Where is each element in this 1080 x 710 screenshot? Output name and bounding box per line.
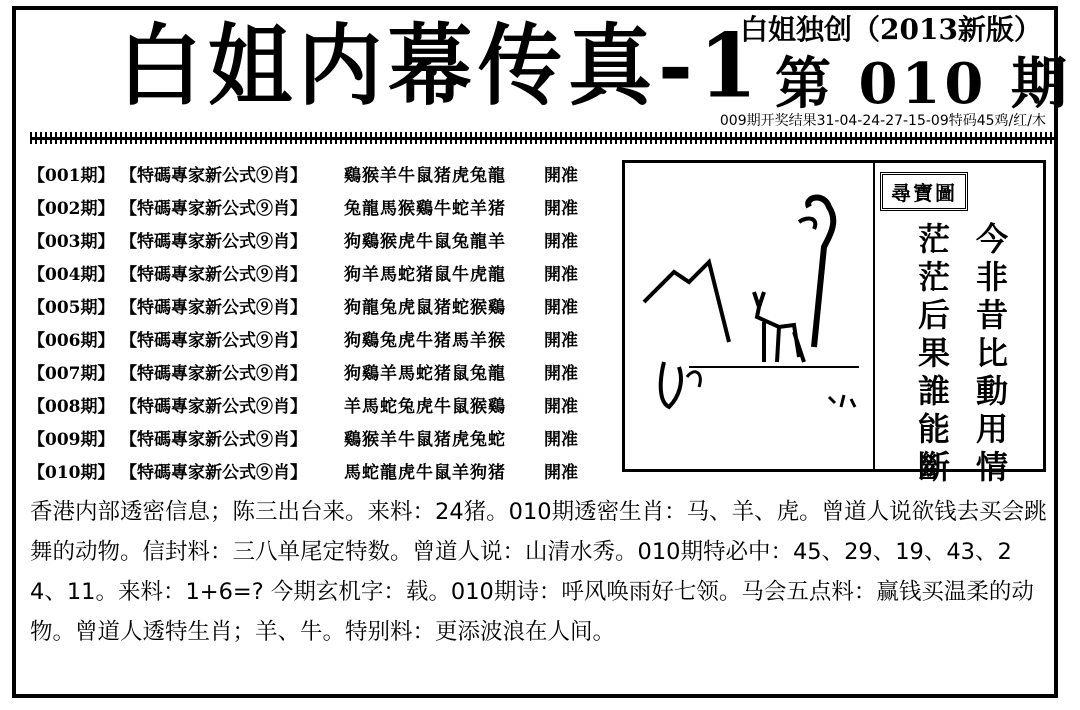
zodiac-list: 狗鷄羊馬蛇猪鼠兔龍 [344,364,506,384]
period-label: 【004期】 [28,265,115,285]
edition-subtitle: 白姐独创（2013新版） [740,13,1042,46]
zodiac-list: 鷄猴羊牛鼠猪虎兔蛇 [344,430,506,450]
period-label: 【002期】 [28,199,115,219]
formula-label: 【特碼專家新公式⑨肖】 [120,430,307,450]
history-row [28,391,613,424]
history-row [28,193,613,226]
status-label: 開准 [544,463,578,483]
history-row [28,457,613,490]
zodiac-list: 狗鷄兔虎牛猪馬羊猴 [344,331,506,351]
zodiac-list: 狗鷄猴虎牛鼠兔龍羊 [344,232,506,252]
formula-label: 【特碼專家新公式⑨肖】 [120,298,307,318]
poem-line-1: 今非昔比動用情 [975,220,1008,486]
period-label: 【009期】 [28,430,115,450]
poem-line-2: 茫茫后果誰能斷 [917,220,950,486]
picture-divider [873,163,875,469]
history-row [28,358,613,391]
period-label: 【007期】 [28,364,115,384]
issue-number: 第 010 期 [775,51,1071,117]
period-label: 【003期】 [28,232,115,252]
formula-label: 【特碼專家新公式⑨肖】 [120,463,307,483]
zodiac-list: 羊馬蛇兔虎牛鼠猴鷄 [344,397,506,417]
zodiac-list: 狗龍兔虎鼠猪蛇猴鷄 [344,298,506,318]
status-label: 開准 [544,199,578,219]
decorative-divider [30,132,1054,144]
treasure-map-drawing [629,167,879,467]
history-row [28,325,613,358]
period-label: 【001期】 [28,166,115,186]
zodiac-list: 鷄猴羊牛鼠猪虎兔龍 [344,166,506,186]
period-label: 【008期】 [28,397,115,417]
zodiac-list: 馬蛇龍虎牛鼠羊狗猪 [344,463,506,483]
status-label: 開准 [544,232,578,252]
zodiac-list: 兔龍馬猴鷄牛蛇羊猪 [344,199,506,219]
zodiac-list: 狗羊馬蛇猪鼠牛虎龍 [344,265,506,285]
formula-label: 【特碼專家新公式⑨肖】 [120,232,307,252]
treasure-map-label: 尋寶圖 [880,172,968,211]
history-row [28,424,613,457]
status-label: 開准 [544,298,578,318]
formula-label: 【特碼專家新公式⑨肖】 [120,397,307,417]
status-label: 開准 [544,166,578,186]
status-label: 開准 [544,364,578,384]
history-list [28,160,613,490]
status-label: 開准 [544,331,578,351]
news-paragraph: 香港内部透密信息；陈三出台来。来料：24猪。010期透密生肖：马、羊、虎。曾道人说欲钱去买会跳舞的动物。信封料：三八单尾定特数。曾道人说：山清水秀。010期特必中：45、29、19、43、24、11。来料：1+6=? 今期玄机字：载。010期诗：呼风唤雨好七领。马会五点料：赢钱买温柔的动物。曾道人透特生肖；羊、牛。特别料：更添波浪在人间。 [30,499,1047,645]
period-label: 【010期】 [28,463,115,483]
history-row [28,292,613,325]
status-label: 開准 [544,397,578,417]
history-row [28,226,613,259]
page-title: 白姐内幕传真-1 [118,13,764,118]
formula-label: 【特碼專家新公式⑨肖】 [120,199,307,219]
formula-label: 【特碼專家新公式⑨肖】 [120,331,307,351]
history-row [28,259,613,292]
history-row [28,160,613,193]
period-label: 【005期】 [28,298,115,318]
previous-result: 009期开奖结果31-04-24-27-15-09特码45鸡/红/木 [719,113,1046,129]
status-label: 開准 [544,430,578,450]
period-label: 【006期】 [28,331,115,351]
formula-label: 【特碼專家新公式⑨肖】 [120,364,307,384]
formula-label: 【特碼專家新公式⑨肖】 [120,265,307,285]
formula-label: 【特碼專家新公式⑨肖】 [120,166,307,186]
status-label: 開准 [544,265,578,285]
